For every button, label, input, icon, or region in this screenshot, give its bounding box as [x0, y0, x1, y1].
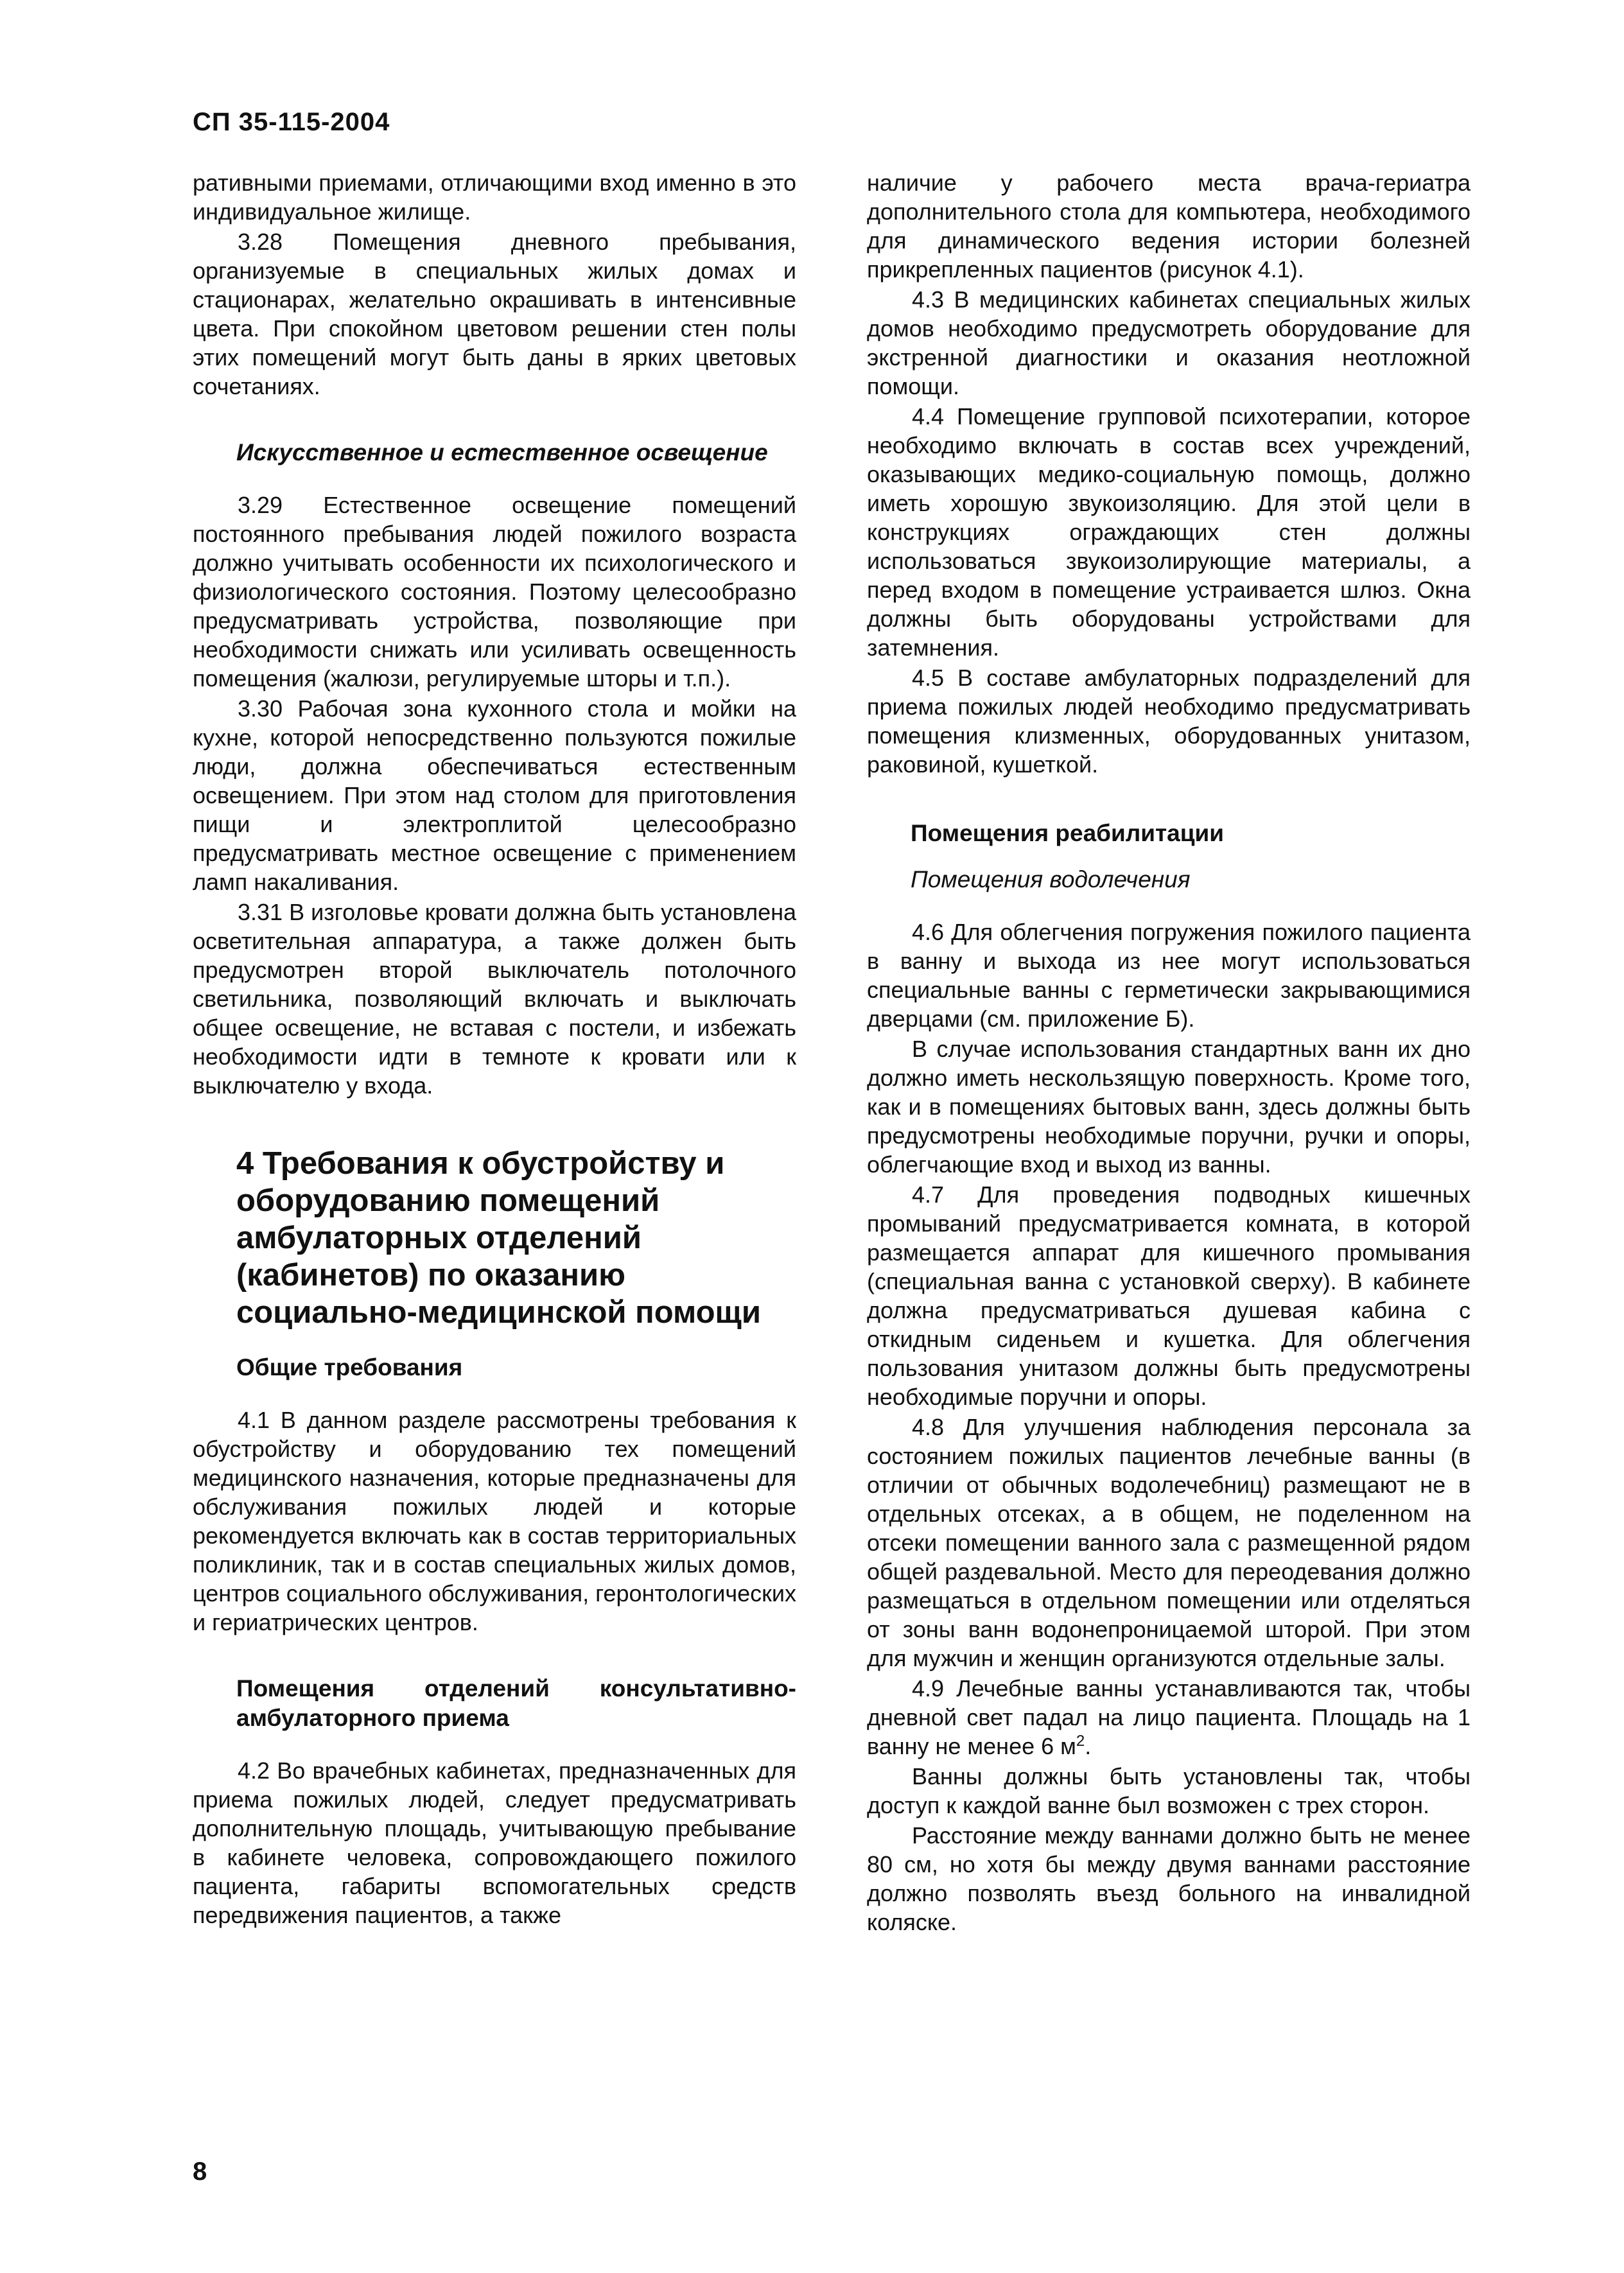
paragraph-4-9-end: .: [1085, 1733, 1092, 1759]
heading-rehabilitation: Помещения реабилитации: [911, 820, 1224, 846]
paragraph-4-5: 4.5 В составе амбулаторных подразделений для приема пожилых людей необходимо предусматривать помещения клизменных, оборудованных унитазом, раковиной, кушеткой.: [867, 665, 1471, 778]
paragraph-4-8: 4.8 Для улучшения наблюдения персонала за состоянием пожилых пациентов лечебные ванны (в отличии от обычных водолечебниц) размещают не в отдельных отсеках, а в общем, не поделенном на отсеки помещении ванного зала с размещенной рядом общей раздевальной. Место для переодевания должно размещаться в отдельном помещении или отделяться от зоны ванн водонепроницаемой шторой. При этом для мужчин и женщин организуются отдельные залы.: [867, 1414, 1471, 1671]
document-code: СП 35-115-2004: [193, 108, 390, 136]
paragraph-4-9: [867, 1674, 1471, 1761]
paragraph-continued: ративными приемами, отличающими вход именно в это индивидуальное жилище.: [193, 170, 796, 225]
paragraph-4-1: 4.1 В данном разделе рассмотрены требования к обустройству и оборудованию тех помещений медицинского назначения, которые предназначены для обслуживания пожилых людей и которые рекомендуется включать как в состав территориальных поликлиник, так и в состав специальных жилых домов, центров социального обслуживания, геронтологических и гериатрических центров.: [193, 1407, 796, 1635]
right-column: [867, 168, 1471, 1937]
paragraph-3-30: 3.30 Рабочая зона кухонного стола и мойки на кухне, которой непосредственно пользуются пожилые люди, должна обеспечиваться естественным освещением. При этом над столом для приготовления пищи и электроплитой целесообразно предусматривать местное освещение с применением ламп накаливания.: [193, 695, 796, 895]
paragraph-4-6: 4.6 Для облегчения погружения пожилого пациента в ванну и выхода из нее могут использоваться специальные ванны с герметически закрывающимися дверцами (см. приложение Б).: [867, 919, 1471, 1032]
paragraph-4-2: 4.2 Во врачебных кабинетах, предназначенных для приема пожилых людей, следует предусматривать дополнительную площадь, учитывающую пребывание в кабинете человека, сопровождающего пожилого пациента, габариты вспомогательных средств передвижения пациентов, а также: [193, 1757, 796, 1928]
paragraph-4-9-text: 4.9 Лечебные ванны устанавливаются так, чтобы дневной свет падал на лицо пациента. Площадь на 1 ванну не менее 6 м: [867, 1675, 1471, 1759]
paragraph-continued-right: наличие у рабочего места врача-гериатра дополнительного стола для компьютера, необходимого для динамического ведения истории болезней прикрепленных пациентов (рисунок 4.1).: [867, 170, 1471, 283]
paragraph-bath-access: Ванны должны быть установлены так, чтобы доступ к каждой ванне был возможен с трех сторон.: [867, 1763, 1471, 1818]
superscript-2: 2: [1076, 1732, 1085, 1750]
chapter-4-title: 4 Требования к обустройству и оборудованию помещений амбулаторных отделений (кабинетов) по оказанию социально-медицинской помощи: [236, 1146, 762, 1330]
page-number: 8: [193, 2157, 207, 2186]
paragraph-4-7: 4.7 Для проведения подводных кишечных промываний предусматривается комната, в которой размещается аппарат для кишечного промывания (специальная ванна с установкой сверху). В кабинете должна предусматриваться душевая кабина с откидным сиденьем и кушетка. Для облегчения пользования унитазом должны быть предусмотрены необходимые поручни и опоры.: [867, 1181, 1471, 1410]
paragraph-4-3: 4.3 В медицинских кабинетах специальных жилых домов необходимо предусмотреть оборудование для экстренной диагностики и оказания неотложной помощи.: [867, 286, 1471, 399]
paragraph-4-4: 4.4 Помещение групповой психотерапии, которое необходимо включать в состав всех учреждений, оказывающих медико-социальную помощь, должно иметь хорошую звукоизоляцию. Для этой цели в конструкциях ограждающих стен должны использоваться звукоизолирующие материалы, а перед входом в помещение устраивается шлюз. Окна должны быть оборудованы устройствами для затемнения.: [867, 403, 1471, 661]
paragraph-bath-distance: Расстояние между ваннами должно быть не менее 80 см, но хотя бы между двумя ваннами расстояние должно позволять въезд больного на инвалидной коляске.: [867, 1822, 1471, 1935]
left-column: [193, 168, 796, 1929]
paragraph-3-29: 3.29 Естественное освещение помещений постоянного пребывания людей пожилого возраста должно учитывать особенности их психологического и физиологического состояния. Поэтому целесообразно предусматривать устройства, позволяющие при необходимости снижать или усиливать освещенность помещения (жалюзи, регулируемые шторы и т.п.).: [193, 492, 796, 692]
heading-consultative-departments: Помещения отделений консультативно-амбулаторного приема: [236, 1675, 796, 1731]
heading-general-requirements: Общие требования: [236, 1354, 463, 1380]
paragraph-3-28: 3.28 Помещения дневного пребывания, организуемые в специальных жилых домах и стационарах, желательно окрашивать в интенсивные цвета. При спокойном цветовом решении стен полы этих помещений могут быть даны в ярких цветовых сочетаниях.: [193, 229, 796, 399]
paragraph-standard-baths: В случае использования стандартных ванн их дно должно иметь нескользящую поверхность. Кроме того, как и в помещениях бытовых ванн, здесь должны быть предусмотрены необходимые поручни, ручки и опоры, облегчающие вход и выход из ванны.: [867, 1036, 1471, 1178]
heading-lighting: Искусственное и естественное освещение: [236, 439, 768, 466]
paragraph-3-31: 3.31 В изголовье кровати должна быть установлена осветительная аппаратура, а также должен быть предусмотрен второй выключатель потолочного светильника, позволяющий включать и выключать общее освещение, не вставая с постели, и избежать необходимости идти в темноте к кровати или к выключателю у входа.: [193, 899, 796, 1099]
heading-hydrotherapy: Помещения водолечения: [911, 866, 1191, 893]
